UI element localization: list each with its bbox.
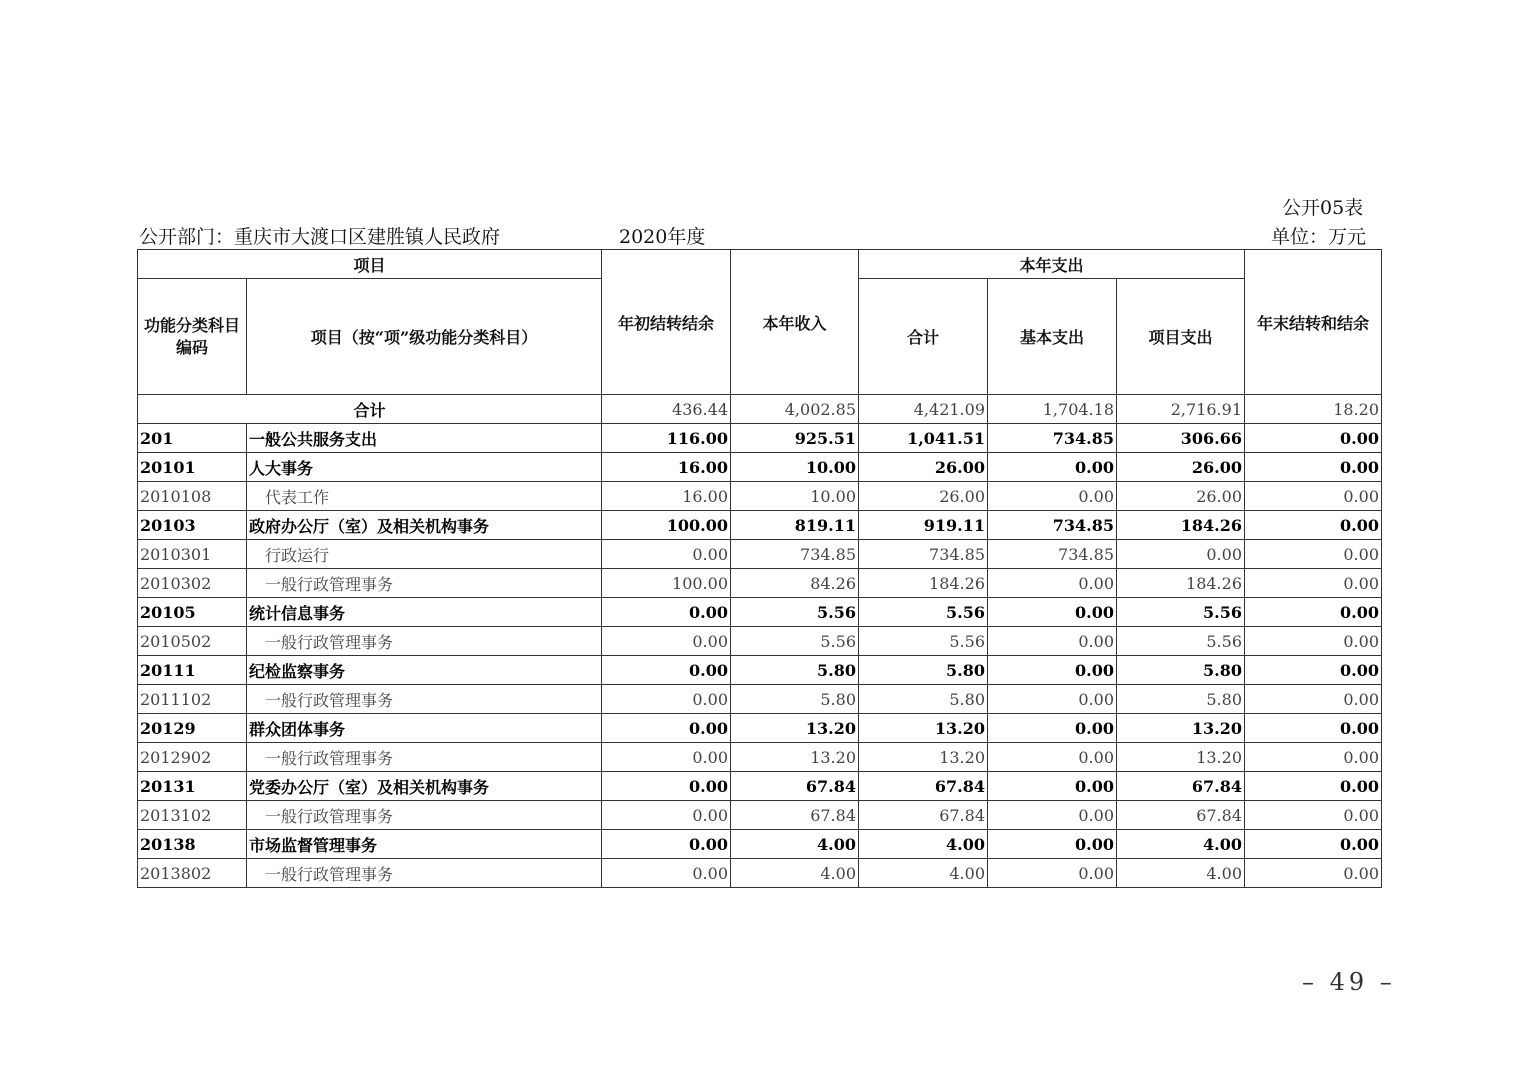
row-basic-value: 0.00 <box>988 569 1117 598</box>
row-name: 一般行政管理事务 <box>247 859 602 888</box>
row-name: 人大事务 <box>247 453 602 482</box>
row-name: 一般行政管理事务 <box>247 743 602 772</box>
row-code: 20131 <box>138 772 247 801</box>
row-basic-value: 0.00 <box>988 627 1117 656</box>
total-project: 2,716.91 <box>1117 395 1245 424</box>
row-name: 一般公共服务支出 <box>247 424 602 453</box>
row-begin-value: 100.00 <box>602 569 731 598</box>
row-basic-value: 0.00 <box>988 714 1117 743</box>
row-income-value: 734.85 <box>731 540 859 569</box>
row-income-value: 67.84 <box>731 801 859 830</box>
row-expense-total-value: 67.84 <box>859 772 988 801</box>
row-basic-value: 0.00 <box>988 859 1117 888</box>
row-begin-value: 0.00 <box>602 656 731 685</box>
row-project-value: 13.20 <box>1117 743 1245 772</box>
row-income-value: 819.11 <box>731 511 859 540</box>
row-basic-value: 0.00 <box>988 685 1117 714</box>
row-begin-value: 100.00 <box>602 511 731 540</box>
row-expense-total-value: 26.00 <box>859 453 988 482</box>
row-end-value: 0.00 <box>1245 714 1382 743</box>
row-begin-value: 0.00 <box>602 859 731 888</box>
code-header: 功能分类科目编码 <box>138 279 247 395</box>
row-project-value: 5.56 <box>1117 627 1245 656</box>
row-income-value: 67.84 <box>731 772 859 801</box>
row-income-value: 4.00 <box>731 830 859 859</box>
table-row <box>138 859 1382 888</box>
row-expense-total-value: 4.00 <box>859 859 988 888</box>
table-row <box>138 743 1382 772</box>
row-basic-value: 0.00 <box>988 830 1117 859</box>
row-name: 代表工作 <box>247 482 602 511</box>
row-project-value: 4.00 <box>1117 859 1245 888</box>
table-row <box>138 772 1382 801</box>
row-code: 20129 <box>138 714 247 743</box>
row-expense-total-value: 919.11 <box>859 511 988 540</box>
table-row <box>138 598 1382 627</box>
row-income-value: 13.20 <box>731 714 859 743</box>
project-header: 项目 <box>138 250 602 279</box>
row-end-value: 0.00 <box>1245 511 1382 540</box>
table-id-label: 公开05表 <box>1282 197 1364 219</box>
row-basic-value: 0.00 <box>988 482 1117 511</box>
table-row <box>138 627 1382 656</box>
row-code: 20138 <box>138 830 247 859</box>
year-label: 2020年度 <box>619 226 706 248</box>
row-begin-value: 0.00 <box>602 801 731 830</box>
row-begin-value: 0.00 <box>602 830 731 859</box>
row-expense-total-value: 734.85 <box>859 540 988 569</box>
table-row <box>138 685 1382 714</box>
row-income-value: 5.56 <box>731 627 859 656</box>
row-project-value: 26.00 <box>1117 453 1245 482</box>
row-begin-value: 0.00 <box>602 685 731 714</box>
income-header: 本年收入 <box>731 250 859 395</box>
row-basic-value: 0.00 <box>988 801 1117 830</box>
row-end-value: 0.00 <box>1245 656 1382 685</box>
table-row <box>138 830 1382 859</box>
row-name: 党委办公厅（室）及相关机构事务 <box>247 772 602 801</box>
department-label: 公开部门：重庆市大渡口区建胜镇人民政府 <box>139 226 501 248</box>
row-name: 市场监督管理事务 <box>247 830 602 859</box>
row-project-value: 184.26 <box>1117 511 1245 540</box>
row-code: 2010302 <box>138 569 247 598</box>
row-income-value: 4.00 <box>731 859 859 888</box>
row-basic-value: 734.85 <box>988 511 1117 540</box>
end-balance-header: 年末结转和结余 <box>1245 250 1382 395</box>
row-name: 纪检监察事务 <box>247 656 602 685</box>
table-row <box>138 453 1382 482</box>
row-project-value: 26.00 <box>1117 482 1245 511</box>
row-basic-value: 734.85 <box>988 540 1117 569</box>
table-row <box>138 569 1382 598</box>
row-name: 一般行政管理事务 <box>247 685 602 714</box>
table-row <box>138 424 1382 453</box>
row-basic-value: 0.00 <box>988 598 1117 627</box>
row-end-value: 0.00 <box>1245 482 1382 511</box>
row-expense-total-value: 1,041.51 <box>859 424 988 453</box>
row-project-value: 67.84 <box>1117 801 1245 830</box>
row-basic-value: 0.00 <box>988 453 1117 482</box>
row-name: 行政运行 <box>247 540 602 569</box>
total-begin: 436.44 <box>602 395 731 424</box>
row-begin-value: 0.00 <box>602 627 731 656</box>
row-basic-value: 0.00 <box>988 772 1117 801</box>
row-code: 201 <box>138 424 247 453</box>
expense-group-header: 本年支出 <box>859 250 1245 279</box>
row-end-value: 0.00 <box>1245 424 1382 453</box>
row-end-value: 0.00 <box>1245 685 1382 714</box>
row-begin-value: 0.00 <box>602 540 731 569</box>
row-expense-total-value: 5.56 <box>859 598 988 627</box>
row-begin-value: 16.00 <box>602 453 731 482</box>
begin-balance-header: 年初结转结余 <box>602 250 731 395</box>
row-project-value: 5.80 <box>1117 685 1245 714</box>
total-basic: 1,704.18 <box>988 395 1117 424</box>
row-name: 群众团体事务 <box>247 714 602 743</box>
total-label: 合计 <box>138 395 602 424</box>
row-income-value: 13.20 <box>731 743 859 772</box>
row-project-value: 0.00 <box>1117 540 1245 569</box>
row-code: 2013802 <box>138 859 247 888</box>
row-code: 20101 <box>138 453 247 482</box>
row-expense-total-value: 26.00 <box>859 482 988 511</box>
row-name: 一般行政管理事务 <box>247 801 602 830</box>
row-project-value: 4.00 <box>1117 830 1245 859</box>
table-row <box>138 482 1382 511</box>
row-code: 20105 <box>138 598 247 627</box>
row-income-value: 5.80 <box>731 656 859 685</box>
row-end-value: 0.00 <box>1245 772 1382 801</box>
row-income-value: 5.56 <box>731 598 859 627</box>
row-code: 2012902 <box>138 743 247 772</box>
total-row <box>138 395 1382 424</box>
row-project-value: 184.26 <box>1117 569 1245 598</box>
expense-total-header: 合计 <box>859 279 988 395</box>
row-basic-value: 0.00 <box>988 743 1117 772</box>
row-income-value: 5.80 <box>731 685 859 714</box>
row-end-value: 0.00 <box>1245 598 1382 627</box>
total-income: 4,002.85 <box>731 395 859 424</box>
total-end: 18.20 <box>1245 395 1382 424</box>
row-end-value: 0.00 <box>1245 569 1382 598</box>
row-project-value: 5.80 <box>1117 656 1245 685</box>
unit-label: 单位：万元 <box>1271 226 1367 248</box>
row-end-value: 0.00 <box>1245 801 1382 830</box>
row-code: 2013102 <box>138 801 247 830</box>
row-begin-value: 0.00 <box>602 714 731 743</box>
row-begin-value: 16.00 <box>602 482 731 511</box>
row-end-value: 0.00 <box>1245 859 1382 888</box>
table-row <box>138 540 1382 569</box>
row-income-value: 84.26 <box>731 569 859 598</box>
row-begin-value: 0.00 <box>602 772 731 801</box>
row-name: 统计信息事务 <box>247 598 602 627</box>
final-accounts-table <box>137 249 1382 888</box>
row-code: 20103 <box>138 511 247 540</box>
row-project-value: 5.56 <box>1117 598 1245 627</box>
row-name: 一般行政管理事务 <box>247 627 602 656</box>
table-row <box>138 656 1382 685</box>
page-number: – 49 – <box>1302 968 1396 996</box>
row-expense-total-value: 5.80 <box>859 656 988 685</box>
row-end-value: 0.00 <box>1245 627 1382 656</box>
row-income-value: 10.00 <box>731 482 859 511</box>
row-end-value: 0.00 <box>1245 830 1382 859</box>
row-expense-total-value: 4.00 <box>859 830 988 859</box>
row-end-value: 0.00 <box>1245 453 1382 482</box>
basic-expense-header: 基本支出 <box>988 279 1117 395</box>
row-code: 2010502 <box>138 627 247 656</box>
row-code: 2010108 <box>138 482 247 511</box>
row-income-value: 925.51 <box>731 424 859 453</box>
row-basic-value: 734.85 <box>988 424 1117 453</box>
row-project-value: 13.20 <box>1117 714 1245 743</box>
row-end-value: 0.00 <box>1245 540 1382 569</box>
table-row <box>138 714 1382 743</box>
row-begin-value: 0.00 <box>602 743 731 772</box>
total-expense: 4,421.09 <box>859 395 988 424</box>
row-expense-total-value: 13.20 <box>859 743 988 772</box>
table-row <box>138 801 1382 830</box>
row-project-value: 67.84 <box>1117 772 1245 801</box>
row-begin-value: 116.00 <box>602 424 731 453</box>
row-name: 一般行政管理事务 <box>247 569 602 598</box>
row-expense-total-value: 13.20 <box>859 714 988 743</box>
row-code: 2011102 <box>138 685 247 714</box>
row-expense-total-value: 5.80 <box>859 685 988 714</box>
row-end-value: 0.00 <box>1245 743 1382 772</box>
row-begin-value: 0.00 <box>602 598 731 627</box>
name-header: 项目（按“项”级功能分类科目） <box>247 279 602 395</box>
row-project-value: 306.66 <box>1117 424 1245 453</box>
project-expense-header: 项目支出 <box>1117 279 1245 395</box>
row-expense-total-value: 184.26 <box>859 569 988 598</box>
row-name: 政府办公厅（室）及相关机构事务 <box>247 511 602 540</box>
table-row <box>138 511 1382 540</box>
row-code: 20111 <box>138 656 247 685</box>
row-expense-total-value: 67.84 <box>859 801 988 830</box>
row-income-value: 10.00 <box>731 453 859 482</box>
row-basic-value: 0.00 <box>988 656 1117 685</box>
row-code: 2010301 <box>138 540 247 569</box>
row-expense-total-value: 5.56 <box>859 627 988 656</box>
